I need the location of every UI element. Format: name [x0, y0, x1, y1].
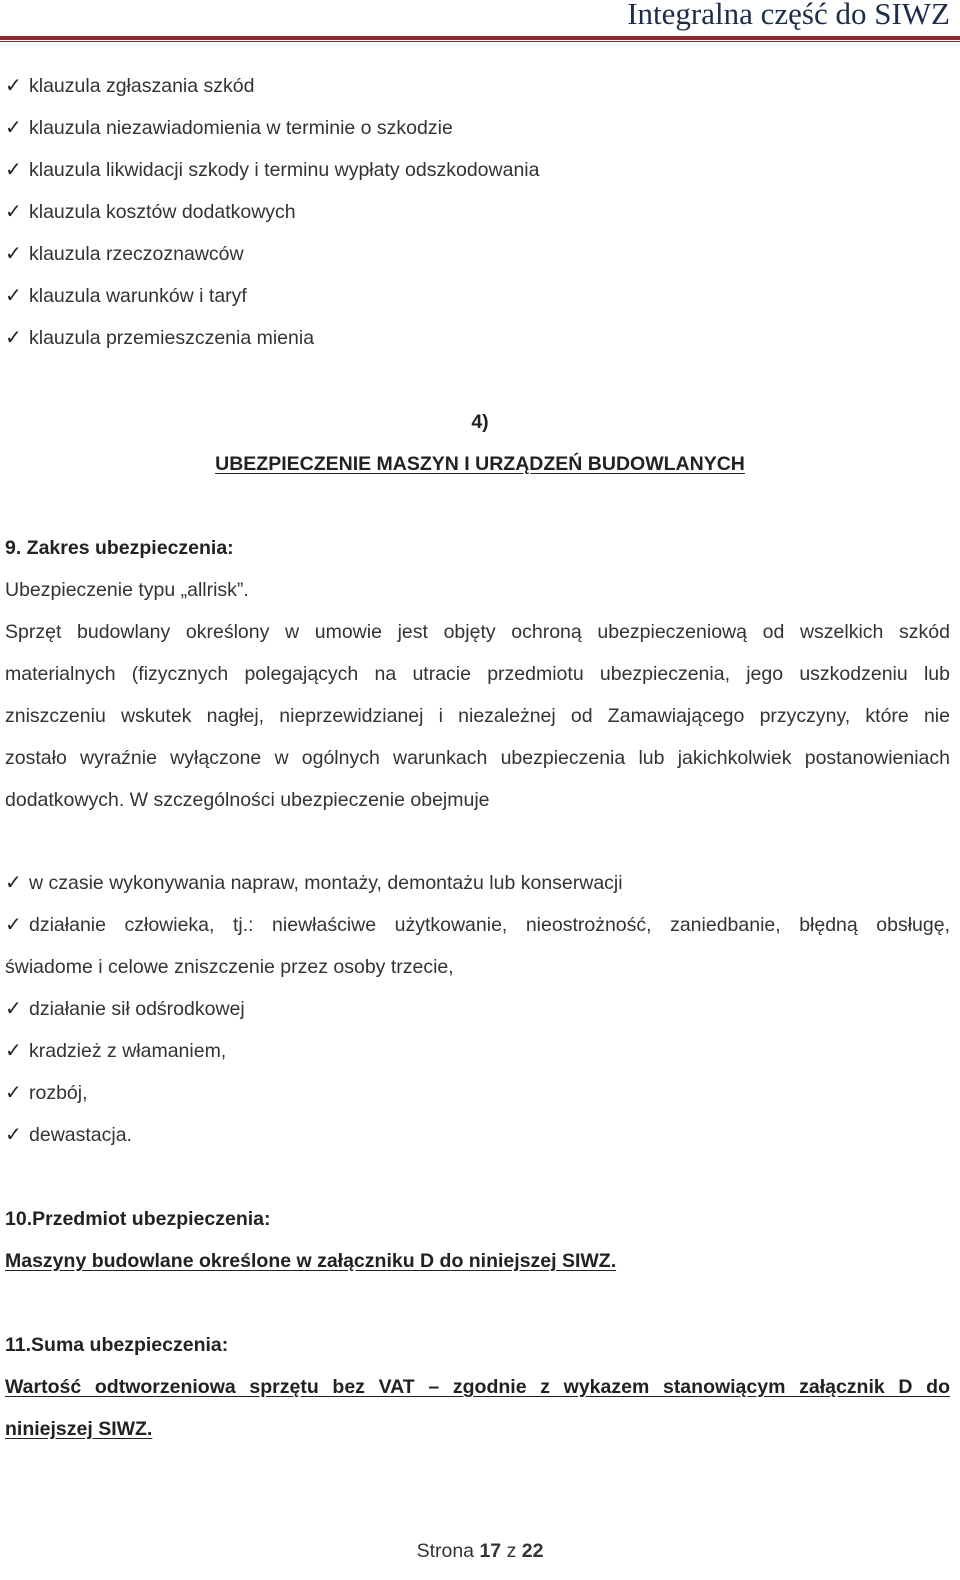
- coverage-item-continuation: świadome i celowe zniszczenie przez osoby trzecie,: [5, 956, 454, 978]
- clause-item: ✓ klauzula przemieszczenia mienia: [5, 317, 314, 359]
- coverage-item: ✓ w czasie wykonywania napraw, montaży, demontażu lub konserwacji: [5, 862, 623, 904]
- scope-paragraph-line: zostało wyraźnie wyłączone w ogólnych warunkach ubezpieczenia lub jakichkolwiek postanowieniach: [5, 747, 950, 769]
- checkmark-icon: ✓: [5, 998, 22, 1020]
- sum-text-line: Wartość odtworzeniowa sprzętu bez VAT – zgodnie z wykazem stanowiącym załącznik D do: [5, 1376, 950, 1398]
- scope-paragraph-line: Sprzęt budowlany określony w umowie jest objęty ochroną ubezpieczeniową od wszelkich szkód: [5, 621, 950, 643]
- sum-text-line: niniejszej SIWZ.: [5, 1418, 153, 1440]
- header-title: Integralna część do SIWZ: [627, 0, 950, 31]
- coverage-item: ✓ działanie sił odśrodkowej: [5, 988, 245, 1030]
- coverage-item: ✓ działanie człowieka, tj.: niewłaściwe użytkowanie, nieostrożność, zaniedbanie, błędną obsługę,: [5, 904, 950, 946]
- clause-item: ✓ klauzula niezawiadomienia w terminie o szkodzie: [5, 107, 453, 149]
- header-rule: [0, 36, 960, 40]
- section-title: UBEZPIECZENIE MASZYN I URZĄDZEŃ BUDOWLANYCH: [215, 453, 745, 475]
- checkmark-icon: ✓: [5, 327, 22, 349]
- page-footer: Strona 17 z 22: [416, 1540, 544, 1562]
- clause-item: ✓ klauzula kosztów dodatkowych: [5, 191, 296, 233]
- subject-heading: 10.Przedmiot ubezpieczenia:: [5, 1208, 271, 1230]
- checkmark-icon: ✓: [5, 872, 22, 894]
- checkmark-icon: ✓: [5, 1124, 22, 1146]
- checkmark-icon: ✓: [5, 117, 22, 139]
- scope-heading: 9. Zakres ubezpieczenia:: [5, 537, 234, 559]
- checkmark-icon: ✓: [5, 75, 22, 97]
- clause-item: ✓ klauzula zgłaszania szkód: [5, 65, 254, 107]
- scope-type-line: Ubezpieczenie typu „allrisk”.: [5, 579, 249, 601]
- coverage-item: ✓ dewastacja.: [5, 1114, 132, 1156]
- clause-item: ✓ klauzula warunków i taryf: [5, 275, 247, 317]
- coverage-item: ✓ rozbój,: [5, 1072, 88, 1114]
- current-page-number: 17: [479, 1540, 502, 1562]
- checkmark-icon: ✓: [5, 1040, 22, 1062]
- scope-paragraph-line: dodatkowych. W szczególności ubezpieczenie obejmuje: [5, 789, 490, 811]
- checkmark-icon: ✓: [5, 201, 22, 223]
- total-pages-number: 22: [521, 1540, 544, 1562]
- header-rule-thin: [0, 41, 960, 42]
- section-number: 4): [471, 411, 489, 433]
- checkmark-icon: ✓: [5, 914, 22, 936]
- coverage-item: ✓ kradzież z włamaniem,: [5, 1030, 226, 1072]
- clause-item: ✓ klauzula likwidacji szkody i terminu wypłaty odszkodowania: [5, 149, 539, 191]
- checkmark-icon: ✓: [5, 1082, 22, 1104]
- clause-item: ✓ klauzula rzeczoznawców: [5, 233, 244, 275]
- subject-text: Maszyny budowlane określone w załączniku D do niniejszej SIWZ.: [5, 1250, 617, 1272]
- checkmark-icon: ✓: [5, 159, 22, 181]
- checkmark-icon: ✓: [5, 243, 22, 265]
- checkmark-icon: ✓: [5, 285, 22, 307]
- scope-paragraph-line: materialnych (fizycznych polegających na utracie przedmiotu ubezpieczenia, jego uszkodzeniu lub: [5, 663, 950, 685]
- scope-paragraph-line: zniszczeniu wskutek nagłej, nieprzewidzianej i niezależnej od Zamawiającego przyczyny, które nie: [5, 705, 950, 727]
- sum-heading: 11.Suma ubezpieczenia:: [5, 1334, 229, 1356]
